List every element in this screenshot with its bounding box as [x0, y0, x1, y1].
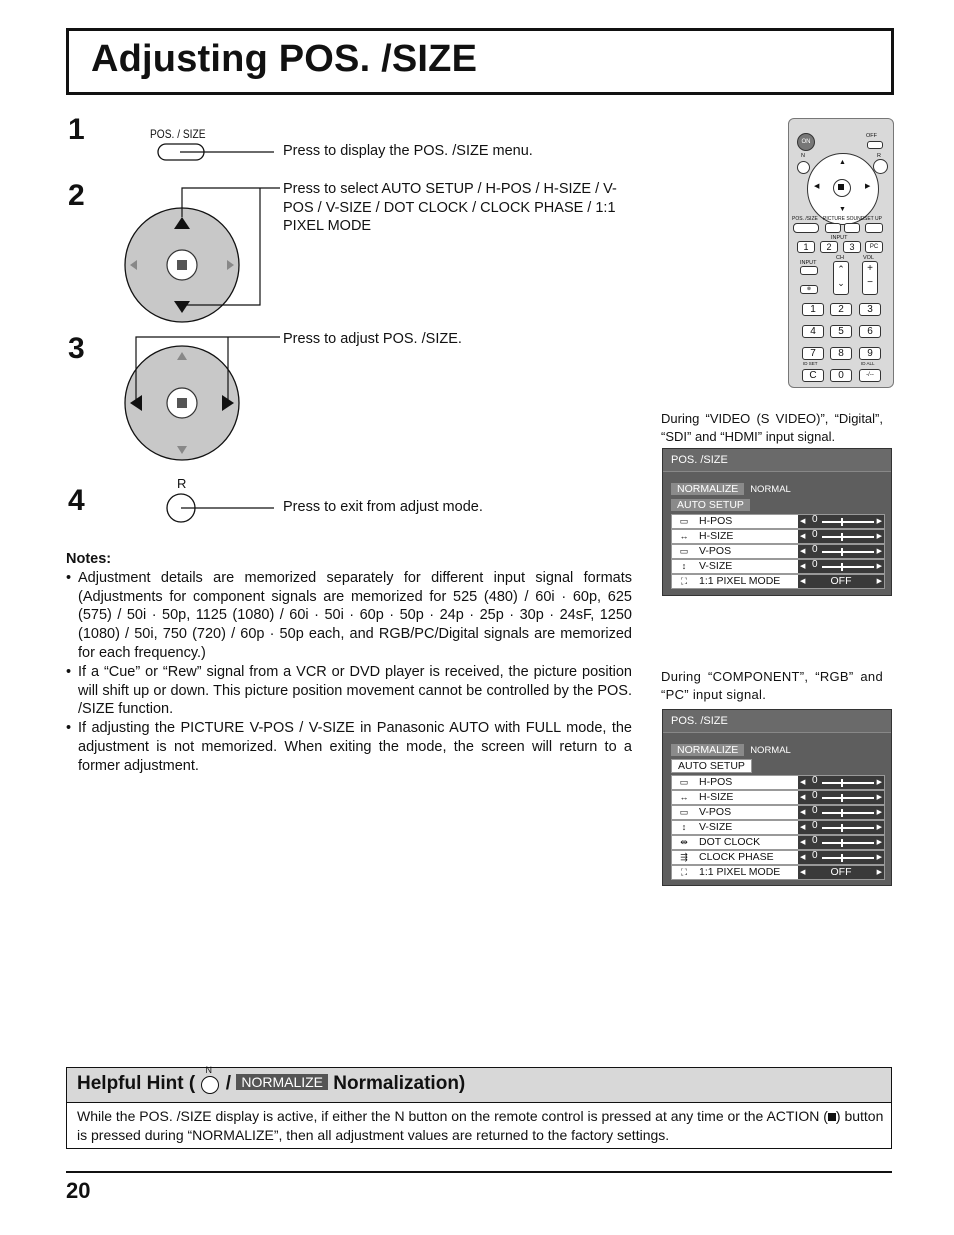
- auto-setup-row: [669, 759, 752, 772]
- input-button[interactable]: [800, 266, 818, 275]
- menu-row-pixel-mode[interactable]: ⛶ 1:1 PIXEL MODE ◀ OFF ▶: [671, 865, 885, 880]
- row-label: H-SIZE: [699, 530, 734, 542]
- row-value: 0: [812, 775, 818, 786]
- step-number-4: 4: [68, 484, 85, 517]
- digit-3-button[interactable]: 3: [859, 303, 881, 316]
- remote-left-icon: ◀: [814, 183, 820, 190]
- h-size-icon: ↔: [679, 792, 689, 802]
- digit-4-button[interactable]: 4: [802, 325, 824, 338]
- normalize-button[interactable]: NORMALIZE: [671, 744, 744, 756]
- row-label: H-POS: [699, 515, 733, 527]
- digit-9-button[interactable]: 9: [859, 347, 881, 360]
- dash-button[interactable]: -/--: [859, 369, 881, 382]
- pos-size-button-diagram: [150, 138, 280, 166]
- n-button-icon-label: N: [205, 1065, 212, 1075]
- row-value: 0: [812, 559, 818, 570]
- page-title: Adjusting POS. /SIZE: [91, 38, 478, 80]
- v-pos-icon: ▭: [679, 546, 689, 556]
- n-button-icon: [200, 1065, 220, 1093]
- row-value: 0: [812, 529, 818, 540]
- step-number-2: 2: [68, 179, 85, 212]
- menu-row-h-size[interactable]: ↔ H-SIZE ◀ 0 ▶: [671, 529, 885, 544]
- row-value: 0: [812, 850, 818, 861]
- mute-button[interactable]: ⊗: [800, 285, 818, 294]
- helpful-hint-title: [77, 1065, 466, 1095]
- row-value: 0: [812, 544, 818, 555]
- picture-sound-label: PICTURE SOUND: [823, 216, 865, 222]
- h-pos-icon: ▭: [679, 777, 689, 787]
- sound-button[interactable]: [844, 223, 860, 233]
- digit-6-button[interactable]: 6: [859, 325, 881, 338]
- digit-2-button[interactable]: 2: [830, 303, 852, 316]
- row-label: 1:1 PIXEL MODE: [699, 575, 781, 587]
- step-3-text: Press to adjust POS. /SIZE.: [283, 331, 462, 347]
- ch-label: CH: [836, 255, 844, 261]
- digit-0-button[interactable]: 0: [830, 369, 852, 382]
- row-value: 0: [812, 514, 818, 525]
- hint-suffix: Normalization): [333, 1073, 466, 1094]
- id-all-label: ID ALL: [861, 361, 875, 366]
- v-pos-icon: ▭: [679, 807, 689, 817]
- c-button[interactable]: C: [802, 369, 824, 382]
- hint-body-part-1: While the POS. /SIZE display is active, if either the N button on the remote control is pressed at any time or the ACTION (: [77, 1108, 828, 1124]
- osd-menu-component: [662, 709, 892, 886]
- osd-title: POS. /SIZE: [663, 710, 891, 733]
- note-item: • If adjusting the PICTURE V-POS / V-SIZE in Panasonic AUTO with FULL mode, the adjustment is not memorized. When exiting the mode, the screen will return to a former adjustment.: [66, 719, 632, 775]
- menu-2-caption: During “COMPONENT”, “RGB” and “PC” input signal.: [661, 669, 883, 702]
- digit-7-button[interactable]: 7: [802, 347, 824, 360]
- row-label: V-POS: [699, 806, 732, 818]
- row-label: 1:1 PIXEL MODE: [699, 866, 781, 878]
- menu-row-v-size[interactable]: ↕ V-SIZE ◀ 0 ▶: [671, 559, 885, 574]
- helpful-hint-body: [77, 1107, 885, 1145]
- pixel-mode-icon: ⛶: [680, 867, 688, 877]
- note-item: • Adjustment details are memorized separately for different input signal formats (Adjustments for component signals are memorized for 525 (480) / 60i · 60p, 625 (575) / 50i · 50p, 1125 (1080) / 60i · 50i · 60p · 50p · 24p · 25p · 30p · 24sF, 1250 (1080) / 50i, 750 (720) / 60p · 50p each, and RGB/PC/Digital signals are memorized for each frequency.): [66, 569, 632, 663]
- menu-row-v-pos[interactable]: ▭ V-POS ◀ 0 ▶: [671, 805, 885, 820]
- remote-action-square-icon: [838, 184, 844, 190]
- setup-label: SET UP: [864, 216, 882, 222]
- remote-right-icon: ▶: [865, 183, 871, 190]
- v-size-icon: ↕: [681, 561, 687, 571]
- osd-title: POS. /SIZE: [663, 449, 891, 472]
- dpad-left-right-diagram: [120, 330, 280, 470]
- ch-rocker[interactable]: ⌃ ⌄: [833, 261, 849, 295]
- remote-down-icon: ▼: [839, 206, 846, 213]
- remote-r-button[interactable]: [873, 159, 888, 174]
- normalize-row: [669, 744, 791, 757]
- hint-prefix: Helpful Hint (: [77, 1073, 196, 1094]
- step-number-1: 1: [68, 113, 85, 146]
- input-1-button[interactable]: 1: [797, 241, 815, 253]
- action-square-icon: [177, 260, 187, 270]
- step-1-text: Press to display the POS. /SIZE menu.: [283, 143, 533, 159]
- input-2-button[interactable]: 2: [820, 241, 838, 253]
- row-label: DOT CLOCK: [699, 836, 761, 848]
- digit-5-button[interactable]: 5: [830, 325, 852, 338]
- remote-pos-size-button[interactable]: [793, 223, 819, 233]
- row-label: H-SIZE: [699, 791, 734, 803]
- menu-row-dot-clock[interactable]: ⇹ DOT CLOCK ◀ 0 ▶: [671, 835, 885, 850]
- row-label: V-POS: [699, 545, 732, 557]
- setup-button[interactable]: [865, 223, 883, 233]
- osd-menu-video: [662, 448, 892, 596]
- step-2-text: Press to select AUTO SETUP / H-POS / H-SIZE / V-POS / V-SIZE / DOT CLOCK / CLOCK PHASE / 1:1 PIXEL MODE: [283, 181, 617, 234]
- step-number-3: 3: [68, 332, 85, 365]
- n-button[interactable]: [797, 161, 810, 174]
- r-button-label: R: [177, 476, 187, 491]
- footer-rule: [66, 1171, 892, 1173]
- picture-button[interactable]: [825, 223, 841, 233]
- dot-clock-icon: ⇹: [680, 837, 688, 847]
- row-label: V-SIZE: [699, 821, 733, 833]
- menu-row-v-size[interactable]: ↕ V-SIZE ◀ 0 ▶: [671, 820, 885, 835]
- n-label: N: [801, 153, 805, 159]
- vol-rocker[interactable]: + −: [862, 261, 878, 295]
- row-label: V-SIZE: [699, 560, 733, 572]
- pos-size-label: POS. /SIZE: [792, 216, 818, 222]
- pixel-mode-icon: ⛶: [680, 576, 688, 586]
- menu-row-h-pos[interactable]: ▭ H-POS ◀ 0 ▶: [671, 514, 885, 529]
- menu-row-pixel-mode[interactable]: ⛶ 1:1 PIXEL MODE ◀ OFF ▶: [671, 574, 885, 589]
- auto-setup-button[interactable]: AUTO SETUP: [671, 759, 752, 773]
- page-number: 20: [66, 1178, 91, 1203]
- normalize-button[interactable]: NORMALIZE: [671, 483, 744, 495]
- action-square-icon: [828, 1113, 836, 1121]
- row-label: CLOCK PHASE: [699, 851, 774, 863]
- menu-row-v-pos[interactable]: ▭ V-POS ◀ 0 ▶: [671, 544, 885, 559]
- remote-up-icon: ▲: [839, 159, 846, 166]
- dpad-up-down-diagram: [120, 180, 280, 330]
- auto-setup-row: [669, 499, 750, 512]
- row-value: OFF: [830, 575, 852, 587]
- notes: [66, 550, 632, 776]
- row-value: 0: [812, 790, 818, 801]
- digit-8-button[interactable]: 8: [830, 347, 852, 360]
- r-button-diagram: [160, 490, 280, 524]
- row-label: H-POS: [699, 776, 733, 788]
- row-value: 0: [812, 805, 818, 816]
- id-set-label: ID SET: [803, 361, 818, 366]
- vol-label: VOL: [863, 255, 875, 261]
- normalize-value: NORMAL: [750, 484, 791, 495]
- input-3-button[interactable]: 3: [843, 241, 861, 253]
- row-value: 0: [812, 835, 818, 846]
- remote-control: [788, 118, 894, 388]
- menu-row-h-size[interactable]: ↔ H-SIZE ◀ 0 ▶: [671, 790, 885, 805]
- menu-row-h-pos[interactable]: ▭ H-POS ◀ 0 ▶: [671, 775, 885, 790]
- note-item: • If a “Cue” or “Rew” signal from a VCR or DVD player is received, the picture position will shift up or down. This picture position movement cannot be controlled by the POS. /SIZE function.: [66, 663, 632, 719]
- row-value: OFF: [830, 866, 852, 878]
- off-button[interactable]: [867, 141, 883, 149]
- menu-1-caption: During “VIDEO (S VIDEO)”, “Digital”, “SDI” and “HDMI” input signal.: [661, 411, 883, 444]
- normalize-value: NORMAL: [750, 745, 791, 756]
- normalize-badge: NORMALIZE: [236, 1074, 328, 1090]
- normalize-row: [669, 483, 791, 496]
- pos-size-button-label: POS. / SIZE: [150, 127, 206, 141]
- hint-slash: /: [225, 1073, 232, 1094]
- input-label: INPUT: [800, 260, 817, 266]
- h-pos-icon: ▭: [679, 516, 689, 526]
- helpful-hint-header: [67, 1065, 891, 1103]
- row-value: 0: [812, 820, 818, 831]
- r-label: R: [877, 153, 881, 159]
- off-label: OFF: [866, 133, 877, 139]
- title-box: [66, 28, 894, 95]
- v-size-icon: ↕: [681, 822, 687, 832]
- h-size-icon: ↔: [679, 531, 689, 541]
- helpful-hint-box: [66, 1067, 892, 1149]
- menu-row-clock-phase[interactable]: ⇶ CLOCK PHASE ◀ 0 ▶: [671, 850, 885, 865]
- input-group-label: INPUT: [831, 235, 848, 241]
- on-button[interactable]: ON: [797, 133, 815, 151]
- clock-phase-icon: ⇶: [680, 852, 688, 862]
- input-pc-button[interactable]: PC: [865, 241, 883, 253]
- auto-setup-button[interactable]: AUTO SETUP: [671, 499, 750, 511]
- hint-body-part-2: ) button is pressed during “NORMALIZE”, then all adjustment values are returned to the factory settings.: [77, 1108, 884, 1143]
- action-square-icon: [177, 398, 187, 408]
- step-4-text: Press to exit from adjust mode.: [283, 499, 483, 515]
- notes-heading: Notes:: [66, 551, 112, 567]
- digit-1-button[interactable]: 1: [802, 303, 824, 316]
